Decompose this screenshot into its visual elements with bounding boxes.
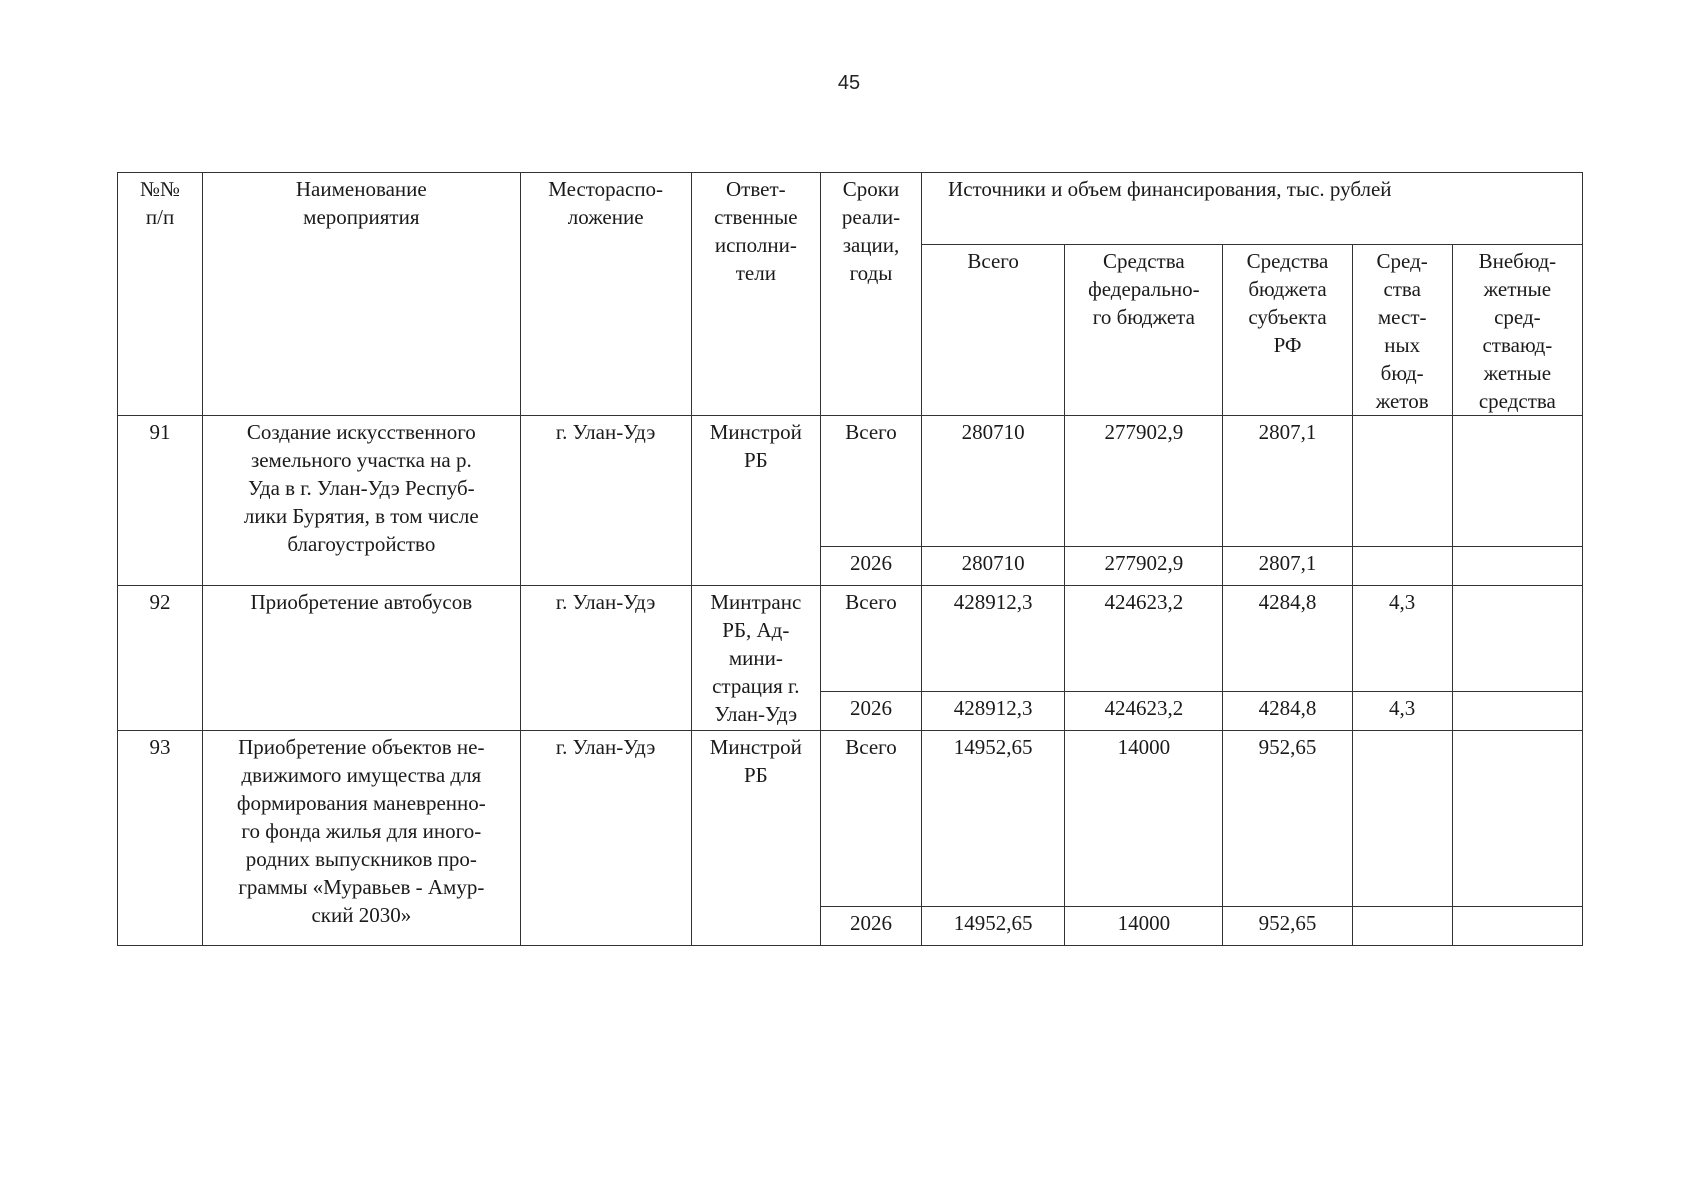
local-cell — [1352, 547, 1452, 586]
measure-responsible: Минтранс РБ, Ад- мини- страция г. Улан-Удэ — [691, 586, 820, 731]
local-cell — [1352, 907, 1452, 946]
total-cell: 280710 — [922, 416, 1065, 547]
extra-cell — [1452, 692, 1582, 731]
local-cell: 4,3 — [1352, 586, 1452, 692]
page-number: 45 — [837, 72, 861, 94]
header-responsible: Ответ- ственные исполни- тели — [691, 173, 820, 416]
local-cell — [1352, 731, 1452, 907]
regional-cell: 4284,8 — [1223, 692, 1352, 731]
measure-responsible: Минстрой РБ — [691, 731, 820, 946]
regional-cell: 4284,8 — [1223, 586, 1352, 692]
table-row — [118, 416, 1583, 547]
total-cell: 428912,3 — [922, 692, 1065, 731]
extra-cell — [1452, 586, 1582, 692]
extra-cell — [1452, 416, 1582, 547]
table-row — [118, 586, 1583, 692]
federal-cell: 14000 — [1065, 907, 1223, 946]
header-period: Сроки реали- зации, годы — [820, 173, 921, 416]
regional-cell: 2807,1 — [1223, 416, 1352, 547]
period-cell: 2026 — [820, 547, 921, 586]
measure-name: Приобретение автобусов — [203, 586, 520, 731]
regional-cell: 952,65 — [1223, 907, 1352, 946]
regional-cell: 952,65 — [1223, 731, 1352, 907]
federal-cell: 14000 — [1065, 731, 1223, 907]
total-cell: 14952,65 — [922, 907, 1065, 946]
federal-cell: 277902,9 — [1065, 547, 1223, 586]
header-regional: Средства бюджета субъекта РФ — [1223, 245, 1352, 416]
period-cell: 2026 — [820, 907, 921, 946]
period-cell: Всего — [820, 731, 921, 907]
period-cell: 2026 — [820, 692, 921, 731]
federal-cell: 277902,9 — [1065, 416, 1223, 547]
financing-table — [117, 172, 1583, 946]
measure-name: Создание искусственного земельного участка на р. Уда в г. Улан-Удэ Респуб- лики Бурятия, в том числе благоустройство — [203, 416, 520, 586]
federal-cell: 424623,2 — [1065, 692, 1223, 731]
header-location: Месторaспо- ложение — [520, 173, 691, 416]
period-cell: Всего — [820, 586, 921, 692]
measure-location: г. Улан-Удэ — [520, 586, 691, 731]
total-cell: 428912,3 — [922, 586, 1065, 692]
local-cell: 4,3 — [1352, 692, 1452, 731]
header-extra: Внебюд- жетные сред- стваюд- жетные средства — [1452, 245, 1582, 416]
total-cell: 14952,65 — [922, 731, 1065, 907]
extra-cell — [1452, 731, 1582, 907]
header-local: Сред- ства мест- ных бюд- жетов — [1352, 245, 1452, 416]
period-cell: Всего — [820, 416, 921, 547]
header-sources: Источники и объем финансирования, тыс. рублей — [922, 173, 1583, 245]
extra-cell — [1452, 547, 1582, 586]
row-number: 92 — [118, 586, 203, 731]
header-row-top — [118, 173, 1583, 245]
total-cell: 280710 — [922, 547, 1065, 586]
measure-name: Приобретение объектов не- движимого имущества для формирования маневренно- го фонда жилья для иного- родних выпускников про- граммы «Муравьев - Амур- ский 2030» — [203, 731, 520, 946]
row-number: 93 — [118, 731, 203, 946]
extra-cell — [1452, 907, 1582, 946]
header-federal: Средства федерально- го бюджета — [1065, 245, 1223, 416]
measure-responsible: Минстрой РБ — [691, 416, 820, 586]
local-cell — [1352, 416, 1452, 547]
row-number: 91 — [118, 416, 203, 586]
table-row — [118, 731, 1583, 907]
federal-cell: 424623,2 — [1065, 586, 1223, 692]
measure-location: г. Улан-Удэ — [520, 416, 691, 586]
header-no: №№ п/п — [118, 173, 203, 416]
measure-location: г. Улан-Удэ — [520, 731, 691, 946]
regional-cell: 2807,1 — [1223, 547, 1352, 586]
header-name: Наименование мероприятия — [203, 173, 520, 416]
header-total: Всего — [922, 245, 1065, 416]
